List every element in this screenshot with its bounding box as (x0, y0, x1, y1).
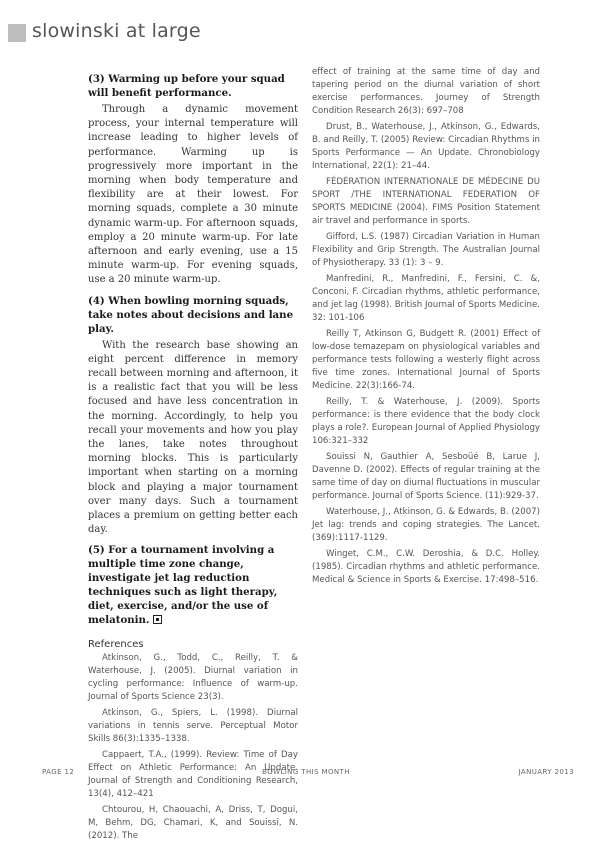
reference-item: Manfredini, R., Manfredini, F., Fersini, C. &, Conconi, F. Circadian rhythms, athletic performance, and jet lag (1998). British Journal of Sports Medicine. 32: 101-106 (312, 274, 540, 323)
reference-item: Gifford, L.S. (1987) Circadian Variation in Human Flexibility and Grip Strength. The Australian Journal of Physiotherapy. 33 (1): 3 – 9. (312, 232, 540, 268)
article-end-icon (153, 615, 162, 624)
reference-item: FÉDÉRATION INTERNATIONALE DE MÉDECINE DU SPORT /THE INTERNATIONAL FEDERATION OF SPORTS MEDICINE (2004). FIMS Position Statement air travel and performance in sports. (312, 177, 540, 226)
references-title: References (88, 639, 144, 651)
page-footer (0, 768, 612, 782)
header-logo-icon (8, 24, 26, 42)
section-5-heading (88, 543, 298, 627)
reference-item: Reilly, T. & Waterhouse, J. (2009). Sports performance: is there evidence that the body clock plays a role?. European Journal of Applied Physiology 106:321–332 (312, 397, 540, 446)
reference-item: Reilly T, Atkinson G, Budgett R. (2001) Effect of low-dose temazepam on physiological variables and performance tests following a westerly flight across five time zones. International Journal of Sports Medicine. 22(3):166-74. (312, 329, 540, 391)
reference-item: Waterhouse, J., Atkinson, G. & Edwards, B. (2007) Jet lag: trends and coping strategies. The Lancet. (369):1117-1129. (312, 507, 540, 543)
issue-date: JANUARY 2013 (518, 768, 574, 776)
reference-item: Winget, C.M., C.W. Deroshia, & D.C. Holley. (1985). Circadian rhythms and athletic performance. Medical & Science in Sports & Exercise. 17:498–516. (312, 549, 540, 585)
reference-item: Chtourou, H, Chaouachi, A, Driss, T, Dogui, M, Behm, DG, Chamari, K, and Souissi, N. (2012). The (88, 805, 298, 842)
section-4-heading: (4) When bowling morning squads, take notes about decisions and lane play. (88, 294, 294, 335)
reference-item: Atkinson, G., Spiers, L. (1998). Diurnal variations in tennis serve. Perceptual Motor Skills 86(3):1335–1338. (88, 708, 298, 745)
reference-item: Atkinson, G., Todd, C., Reilly, T. & Waterhouse, J. (2005). Diurnal variation in cycling performance: Influence of warm-up. Journal of Sports Science 23(3). (88, 653, 298, 703)
reference-item: Drust, B., Waterhouse, J., Atkinson, G., Edwards, B. and Reilly, T. (2005) Review: Circadian Rhythms in Sports Performance — An Update. Chronobiology International, 22(1): 21–44. (312, 122, 540, 171)
page-number: PAGE 12 (42, 768, 75, 776)
left-column (88, 70, 298, 846)
section-3-body: Through a dynamic movement process, your internal temperature will increase leading to higher levels of performance. Warming up is progressively more important in the morning when body temperature and flexibility are at their lowest. For morning squads, complete a 30 minute dynamic warm-up. For afternoon squads, employ a 20 minute warm-up. For late afternoon and early evening, use a 15 minute warm-up. For evening squads, use a 20 minute warm-up. (88, 104, 298, 286)
publication-name: BOWLING THIS MONTH (262, 768, 350, 776)
reference-item: Cappaert, T.A., (1999). Review: Time of Day Effect on Athletic Performance: An Update. Journal of Strength and Conditioning Research, 13(4), 412–421 (88, 750, 298, 800)
header-title: slowinski at large (32, 20, 201, 42)
right-column (312, 66, 540, 590)
reference-item: effect of training at the same time of day and tapering period on the diurnal variation of short exercise performances. Journey of Strength Condition Research 26(3): 697–708 (312, 67, 540, 116)
section-5-heading-text: (5) For a tournament involving a multiple time zone change, investigate jet lag reduction techniques such as light therapy, diet, exercise, and/or the use of melatonin. (88, 544, 278, 627)
reference-item: Souissi N, Gauthier A, Sesboüé B, Larue J, Davenne D. (2002). Effects of regular training at the same time of day on diurnal fluctuations in muscular performance. Journal of Sports Science. (11):929-37. (312, 452, 540, 501)
page-header (0, 18, 612, 48)
section-4-body: With the research base showing an eight percent difference in memory recall between morning and afternoon, it is a realistic fact that you will be less focused and have less concentration in the morning. Accordingly, to help you recall your movements and how you play the lanes, take notes throughout morning blocks. This is particularly important when starting on a morning block and playing a major tournament over many days. Such a tournament places a premium on getting better each day. (88, 339, 298, 536)
section-3-heading: (3) Warming up before your squad will benefit performance. (88, 73, 285, 99)
